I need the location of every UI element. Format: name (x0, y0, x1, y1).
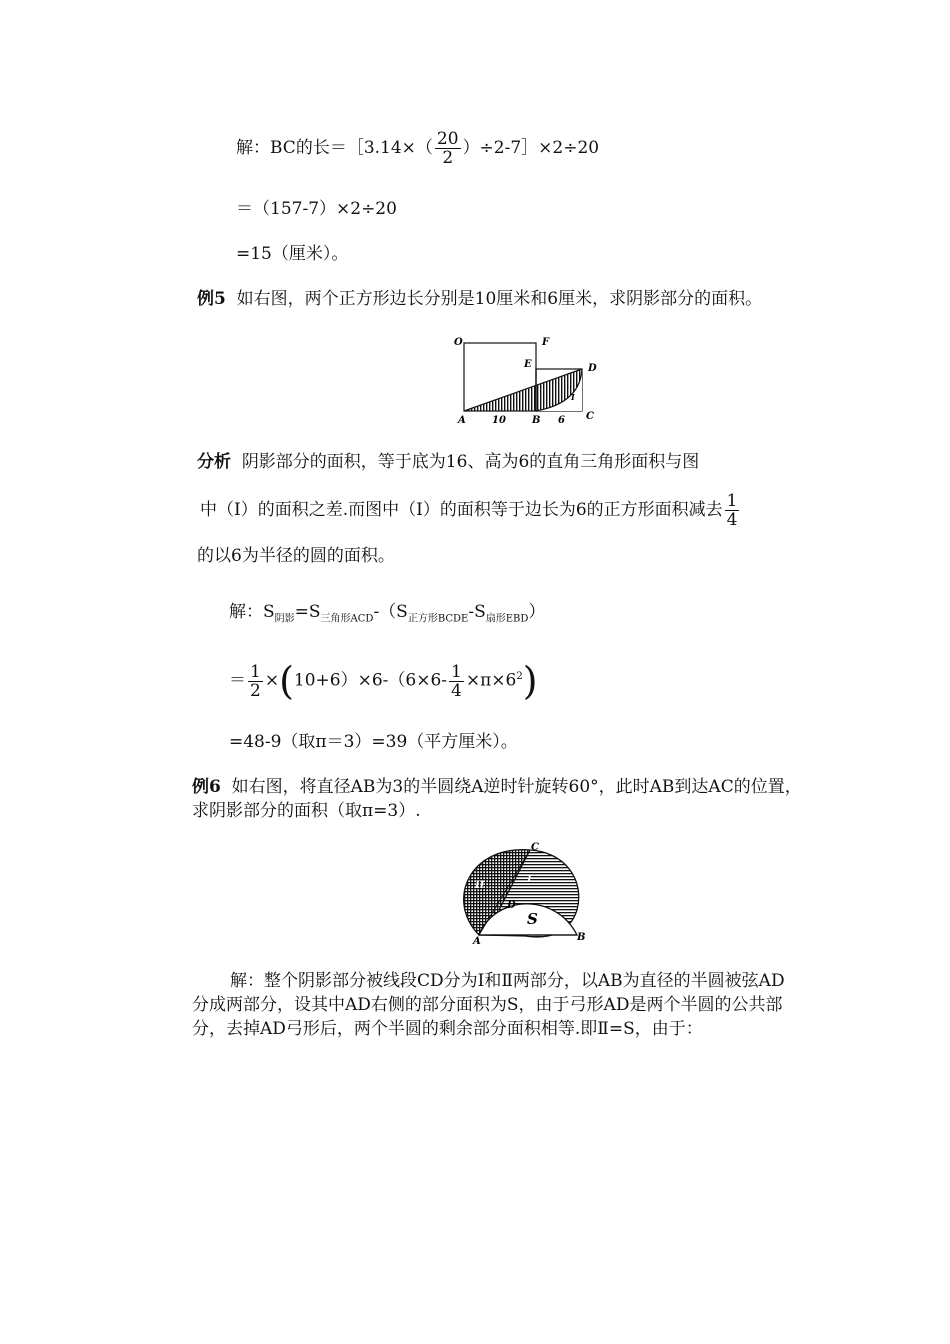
solution5-pi: ×π×6 (465, 670, 517, 691)
fraction-denominator: 4 (726, 510, 738, 530)
solution5-close: ） (528, 602, 546, 622)
analysis-text2: 中（Ⅰ）的面积之差.而图中（Ⅰ）的面积等于边长为6的正方形面积减去 (200, 500, 723, 520)
figure-example5 (450, 333, 610, 428)
label-b: B (577, 932, 586, 943)
solution5-expr: 10+6）×6-（6×6- (293, 670, 448, 691)
fraction-1-over-2 (248, 663, 263, 700)
label-d: D (507, 900, 516, 911)
subscript-shaded: 阴影 (274, 613, 295, 625)
solution5-minus-s: -（S (373, 602, 408, 622)
solution-bc-line1 (236, 130, 599, 167)
fraction-numerator: 1 (250, 661, 261, 682)
label-10: 10 (492, 415, 506, 426)
superscript-2: 2 (516, 671, 523, 682)
label-b: B (532, 415, 541, 426)
analysis-line3: 的以6为半径的圆的面积。 (197, 546, 395, 566)
label-region-ii: II (475, 880, 485, 891)
solution5-line3: =48-9（取π＝3）=39（平方厘米）。 (229, 732, 518, 752)
fraction-numerator: 1 (451, 661, 462, 682)
fraction-1-over-4 (725, 492, 740, 529)
fraction-20-over-2 (435, 130, 461, 167)
analysis-line2 (200, 485, 741, 535)
label-f: F (542, 337, 550, 348)
fraction-denominator: 2 (442, 148, 454, 168)
solution5-eq-s: =S (294, 602, 321, 622)
fraction-denominator: 4 (451, 680, 462, 701)
example6-text1: 如右图，将直径AB为3的半圆绕A逆时针旋转60°，此时AB到达AC的位置， (231, 777, 802, 797)
label-d: D (588, 363, 597, 374)
big-paren-close: ) (522, 659, 538, 704)
solution5-line1 (229, 601, 545, 630)
example6-line2: 求阴影部分的面积（取π=3）. (192, 801, 421, 821)
example5-label: 例5 (197, 289, 226, 309)
solution5-line2 (229, 655, 538, 703)
solution6-line1: 解：整个阴影部分被线段CD分为Ⅰ和Ⅱ两部分，以AB为直径的半圆被弦AD (230, 971, 785, 991)
fraction-1-over-4-b (449, 663, 464, 700)
label-region-i: I (527, 874, 532, 885)
label-o: O (454, 337, 463, 348)
solution5-s: 解：S (229, 602, 275, 622)
label-a: A (473, 936, 481, 947)
fraction-numerator: 20 (436, 129, 459, 149)
example5-text: 如右图，两个正方形边长分别是10厘米和6厘米，求阴影部分的面积。 (236, 289, 763, 309)
analysis-text1: 阴影部分的面积，等于底为16、高为6的直角三角形面积与图 (241, 452, 700, 472)
solution-bc-suffix: ）÷2-7］×2÷20 (462, 138, 600, 158)
example6-line1 (192, 776, 802, 798)
subscript-triangle: 三角形ACD (320, 613, 374, 625)
label-s: S (527, 910, 538, 928)
solution5-eq: ＝ (229, 670, 246, 691)
solution5-times: × (264, 670, 280, 691)
analysis-label: 分析 (197, 452, 231, 472)
solution-bc-line2: ＝（157-7）×2÷20 (236, 199, 397, 219)
subscript-square: 正方形BCDE (407, 613, 469, 625)
figure-example6 (455, 840, 595, 950)
example5-heading (197, 288, 762, 310)
label-e: E (524, 359, 532, 370)
solution6-line2: 分成两部分，设其中AD右侧的部分面积为S，由于弓形AD是两个半圆的公共部 (192, 995, 783, 1015)
label-6: 6 (558, 415, 565, 426)
label-c: C (586, 411, 594, 422)
label-region-i: I (571, 392, 575, 402)
solution-bc-prefix: 解：BC的长＝［3.14×（ (236, 138, 433, 158)
solution5-minus-s2: -S (468, 602, 486, 622)
label-a: A (458, 415, 466, 426)
solution-bc-line3: =15（厘米）。 (236, 244, 349, 264)
big-paren-open: ( (279, 659, 294, 704)
fraction-denominator: 2 (250, 680, 261, 701)
analysis-line1 (197, 451, 699, 473)
solution6-line3: 分，去掉AD弓形后，两个半圆的剩余部分面积相等.即Ⅱ=S，由于： (192, 1019, 703, 1039)
label-c: C (531, 842, 539, 853)
subscript-sector: 扇形EBD (485, 613, 529, 625)
fraction-numerator: 1 (726, 491, 738, 511)
example6-label: 例6 (192, 777, 221, 797)
